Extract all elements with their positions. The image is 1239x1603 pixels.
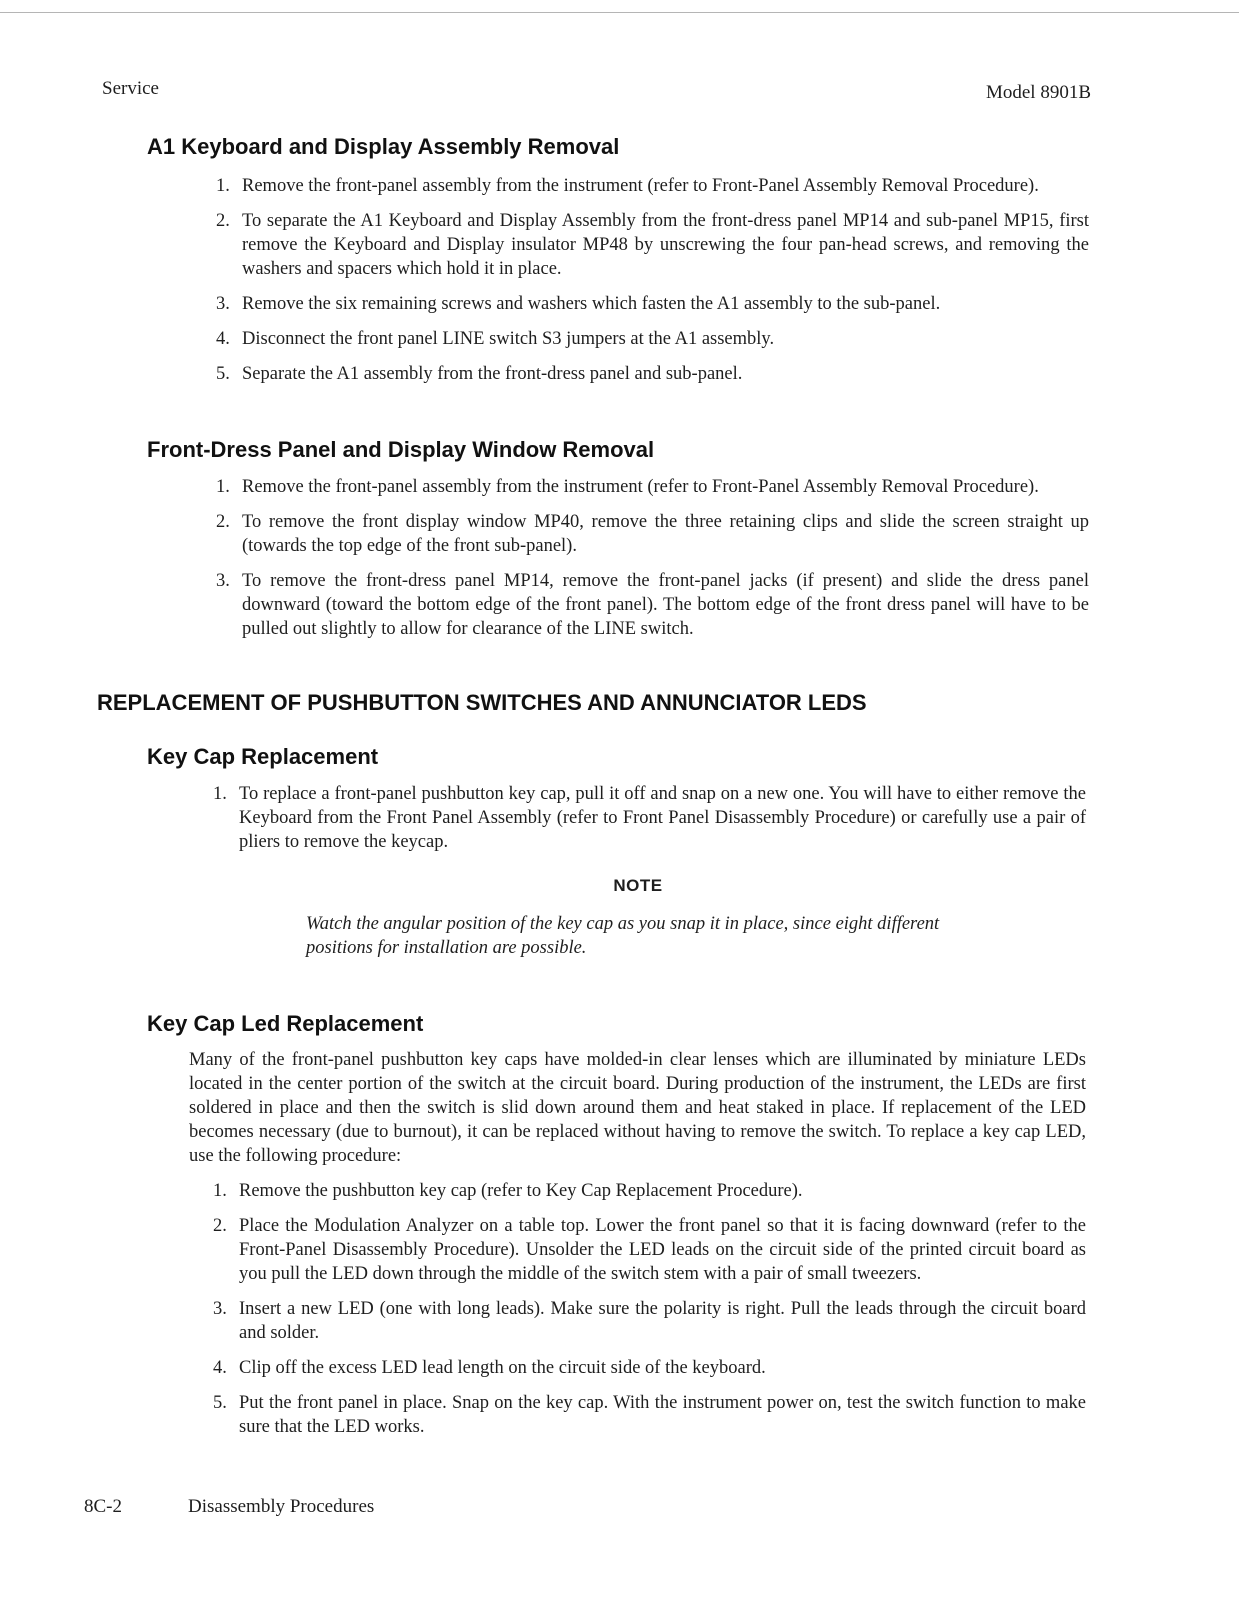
key-cap-steps bbox=[213, 782, 1086, 865]
key-cap-led-steps bbox=[213, 1179, 1086, 1450]
list-item bbox=[213, 1214, 1086, 1286]
list-item bbox=[216, 174, 1089, 198]
step-text: Remove the pushbutton key cap (refer to Key Cap Replacement Procedure). bbox=[239, 1181, 803, 1201]
list-item bbox=[216, 209, 1089, 281]
step-number: 1. bbox=[213, 1181, 227, 1201]
step-number: 5. bbox=[213, 1393, 227, 1413]
footer-chapter-title: Disassembly Procedures bbox=[188, 1496, 375, 1517]
list-item bbox=[213, 1297, 1086, 1345]
step-number: 2. bbox=[216, 211, 230, 231]
step-number: 2. bbox=[213, 1216, 227, 1236]
list-item bbox=[213, 1179, 1086, 1203]
a1-removal-heading: A1 Keyboard and Display Assembly Removal bbox=[147, 134, 620, 159]
step-text: Clip off the excess LED lead length on the circuit side of the keyboard. bbox=[239, 1358, 766, 1378]
header-section-label: Service bbox=[102, 78, 159, 99]
step-number: 5. bbox=[216, 364, 230, 384]
step-number: 3. bbox=[216, 571, 230, 591]
key-cap-led-heading: Key Cap Led Replacement bbox=[147, 1011, 424, 1036]
step-number: 1. bbox=[213, 784, 227, 804]
note-heading: NOTE bbox=[613, 876, 663, 895]
replacement-heading: REPLACEMENT OF PUSHBUTTON SWITCHES AND ANNUNCIATOR LEDS bbox=[97, 690, 867, 715]
top-rule bbox=[0, 12, 1239, 13]
a1-removal-steps bbox=[216, 174, 1089, 397]
step-number: 1. bbox=[216, 477, 230, 497]
step-number: 2. bbox=[216, 512, 230, 532]
step-text: Insert a new LED (one with long leads). Make sure the polarity is right. Pull the leads through the circuit board and solder. bbox=[239, 1299, 1086, 1343]
step-text: Remove the six remaining screws and washers which fasten the A1 assembly to the sub-panel. bbox=[242, 294, 941, 314]
step-number: 3. bbox=[216, 294, 230, 314]
list-item bbox=[216, 327, 1089, 351]
list-item bbox=[213, 1391, 1086, 1439]
list-item bbox=[216, 475, 1089, 499]
step-number: 1. bbox=[216, 176, 230, 196]
step-text: Remove the front-panel assembly from the instrument (refer to Front-Panel Assembly Removal Procedure). bbox=[242, 477, 1039, 497]
step-number: 3. bbox=[213, 1299, 227, 1319]
step-text: To remove the front-dress panel MP14, remove the front-panel jacks (if present) and slide the dress panel downward (toward the bottom edge of the front panel). The bottom edge of the front dress panel will have to be pulled out slightly to allow for clearance of the LINE switch. bbox=[242, 571, 1089, 639]
step-text: Place the Modulation Analyzer on a table top. Lower the front panel so that it is facing downward (refer to the Front-Panel Disassembly Procedure). Unsolder the LED leads on the circuit side of the printed circuit board as you pull the LED down through the middle of the switch stem with a pair of small tweezers. bbox=[239, 1216, 1086, 1284]
list-item bbox=[216, 510, 1089, 558]
header-model-label: Model 8901B bbox=[985, 82, 1091, 103]
step-text: To separate the A1 Keyboard and Display Assembly from the front-dress panel MP14 and sub-panel MP15, first remove the Keyboard and Display insulator MP48 by unscrewing the four pan-head screws, and removing the washers and spacers which hold it in place. bbox=[242, 211, 1089, 279]
step-number: 4. bbox=[216, 329, 230, 349]
list-item bbox=[216, 292, 1089, 316]
step-number: 4. bbox=[213, 1358, 227, 1378]
footer-page-number: 8C-2 bbox=[84, 1496, 122, 1517]
step-text: Remove the front-panel assembly from the instrument (refer to Front-Panel Assembly Removal Procedure). bbox=[242, 176, 1039, 196]
key-cap-led-intro: Many of the front-panel pushbutton key caps have molded-in clear lenses which are illuminated by miniature LEDs located in the center portion of the switch at the circuit board. During production of the instrument, the LEDs are first soldered in place and then the switch is slid down around them and heat staked in place. If replacement of the LED becomes necessary (due to burnout), it can be replaced without having to remove the switch. To replace a key cap LED, use the following procedure: bbox=[189, 1050, 1086, 1166]
list-item bbox=[213, 1356, 1086, 1380]
list-item bbox=[216, 569, 1089, 641]
step-text: To replace a front-panel pushbutton key cap, pull it off and snap on a new one. You will have to either remove the Keyboard from the Front Panel Assembly (refer to Front Panel Disassembly Procedure) or carefully use a pair of pliers to remove the keycap. bbox=[239, 784, 1086, 852]
front-dress-steps bbox=[216, 475, 1089, 652]
front-dress-heading: Front-Dress Panel and Display Window Removal bbox=[147, 437, 655, 462]
step-text: Separate the A1 assembly from the front-dress panel and sub-panel. bbox=[242, 364, 743, 384]
list-item bbox=[216, 362, 1089, 386]
list-item bbox=[213, 782, 1086, 854]
step-text: Disconnect the front panel LINE switch S3 jumpers at the A1 assembly. bbox=[242, 329, 775, 349]
step-text: Put the front panel in place. Snap on the key cap. With the instrument power on, test the switch function to make sure that the LED works. bbox=[239, 1393, 1086, 1437]
key-cap-heading: Key Cap Replacement bbox=[147, 744, 379, 769]
note-text: Watch the angular position of the key cap as you snap it in place, since eight different positions for installation are possible. bbox=[306, 914, 940, 958]
step-text: To remove the front display window MP40, remove the three retaining clips and slide the screen straight up (towards the top edge of the front sub-panel). bbox=[242, 512, 1089, 556]
